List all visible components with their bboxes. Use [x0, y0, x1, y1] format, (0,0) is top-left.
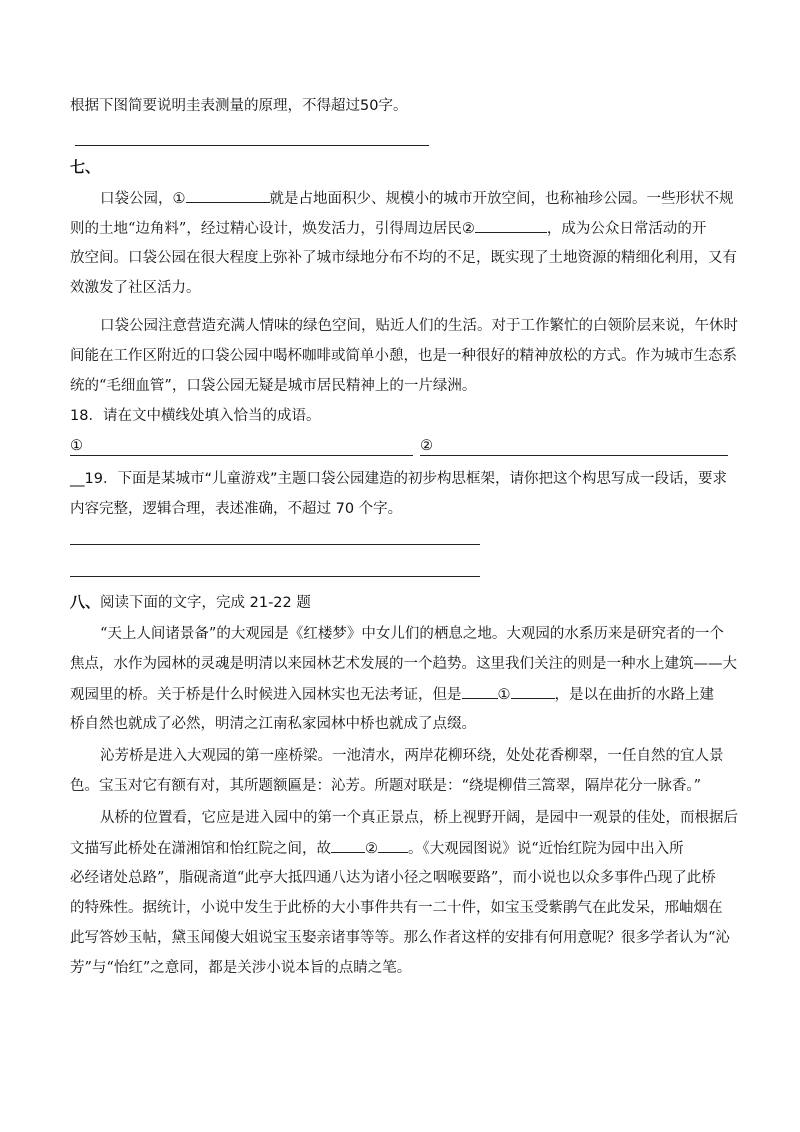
section-8-intro: 阅读下面的文字，完成 21-22 题	[100, 595, 311, 611]
q18-answer-marker-2: ②	[420, 438, 433, 454]
sec7-p1-line3: 放空间。口袋公园在很大程度上弥补了城市绿地分布不均的不足，既实现了土地资源的精细化利用，又有	[70, 250, 737, 266]
q18-answer-row	[70, 436, 730, 456]
blank-8-1-right[interactable]	[511, 684, 555, 699]
q18-answer-line-1[interactable]	[70, 455, 413, 456]
sec7-p2-line3: 统的“毛细血管”，口袋公园无疑是城市居民精神上的一片绿洲。	[70, 378, 477, 394]
q18-answer-marker-1: ①	[70, 438, 83, 454]
blank-8-1-left[interactable]	[462, 684, 498, 699]
sec8-p1-line3: 观园里的桥。关于桥是什么时候进入园林实也无法考证，但是 ① ，是以在曲折的水路上建	[70, 684, 730, 705]
q19-line1: __19．下面是某城市“儿童游戏”主题口袋公园建造的初步构思框架，请你把这个构思写成一段话，要求	[70, 471, 727, 487]
q18-answer-row-2	[420, 436, 460, 456]
sec7-p1-line1: 口袋公园，① 就是占地面积少、规模小的城市开放空间，也称袖珍公园。一些形状不规	[100, 188, 760, 209]
section-8-heading	[70, 592, 730, 613]
q19-answer-line-2[interactable]	[70, 576, 480, 577]
blank-8-2-right[interactable]	[378, 838, 408, 853]
sec8-p2-line2: 色。宝玉对它有额有对，其所题额匾是：沁芳。所题对联是：“绕堤柳借三篙翠，隔岸花分一脉香。”	[70, 778, 702, 794]
sec8-p3-line5: 此写答妙玉帖，黛玉闻傻大姐说宝玉娶亲诸事等等。那么作者这样的安排有何用意呢？很多学者认为“沁	[70, 930, 730, 946]
blank-8-2-left[interactable]	[331, 838, 365, 853]
blank-1-line[interactable]	[186, 188, 270, 203]
blank-1-marker: ①	[172, 191, 186, 207]
q18-answer-line-2[interactable]	[420, 455, 728, 456]
sec7-p2-line1: 口袋公园注意营造充满人情味的绿色空间，贴近人们的生活。对于工作繁忙的白领阶层来说，午休时	[100, 318, 738, 334]
sec7-p1-line4: 效激发了社区活力。	[70, 280, 201, 296]
sec8-p1-line1: “天上人间诸景备”的大观园是《红楼梦》中女儿们的栖息之地。大观园的水系历来是研究者的一个	[100, 626, 724, 642]
sec8-p2-line1: 沁芳桥是进入大观园的第一座桥梁。一池清水，两岸花柳环绕，处处花香柳翠，一任自然的宜人景	[100, 748, 724, 764]
blank-8-2-marker: ②	[365, 841, 378, 857]
q19-line2: 内容完整，逻辑合理，表述准确，不超过 70 个字。	[70, 501, 403, 517]
sec7-p2-line2: 间能在工作区附近的口袋公园中喝杯咖啡或简单小憩，也是一种很好的精神放松的方式。作为城市生态系	[70, 348, 737, 364]
section-8-title: 八、	[70, 593, 101, 611]
sec8-p1-line2: 焦点，水作为园林的灵魂是明清以来园林艺术发展的一个趋势。这里我们关注的则是一种水上建筑——大	[70, 656, 737, 672]
sec8-p3-line1: 从桥的位置看，它应是进入园中的第一个真正景点，桥上视野开阔，是园中一观景的佳处，而根据后	[100, 810, 738, 826]
section-7-title: 七、	[70, 158, 101, 176]
sec8-p3-line4: 的特殊性。据统计，小说中发生于此桥的大小事件共有一二十件，如宝玉受紫鹃气在此发呆，邢岫烟在	[70, 900, 723, 916]
sec8-p1-line4: 桥自然也就成了必然，明清之江南私家园林中桥也就成了点缀。	[70, 716, 476, 732]
q17-prompt: 根据下图简要说明圭表测量的原理，不得超过50字。	[70, 98, 408, 114]
q19-answer-line-1[interactable]	[70, 544, 480, 545]
sec8-p3-line2: 文描写此桥处在潇湘馆和怡红院之间，故 ② 。《大观园图说》说“近怡红院为园中出入所	[70, 838, 730, 859]
q17-answer-line[interactable]	[75, 145, 429, 146]
blank-2-line[interactable]	[475, 218, 547, 233]
sec8-p3-line3: 必经诸处总路”，脂砚斋道“此亭大抵四通八达为诸小径之咽喉要路”，而小说也以众多事件凸现了此桥	[70, 870, 716, 886]
blank-2-marker: ②	[461, 221, 475, 237]
sec7-p1-line2: 则的土地“边角料”，经过精心设计，焕发活力，引得周边居民② ，成为公众日常活动的开	[70, 218, 730, 239]
sec8-p3-line6: 芳”与“怡红”之意同，都是关涉小说本旨的点睛之笔。	[70, 960, 412, 976]
q18-prompt: 18．请在文中横线处填入恰当的成语。	[70, 408, 321, 424]
blank-8-1-marker: ①	[497, 687, 511, 703]
